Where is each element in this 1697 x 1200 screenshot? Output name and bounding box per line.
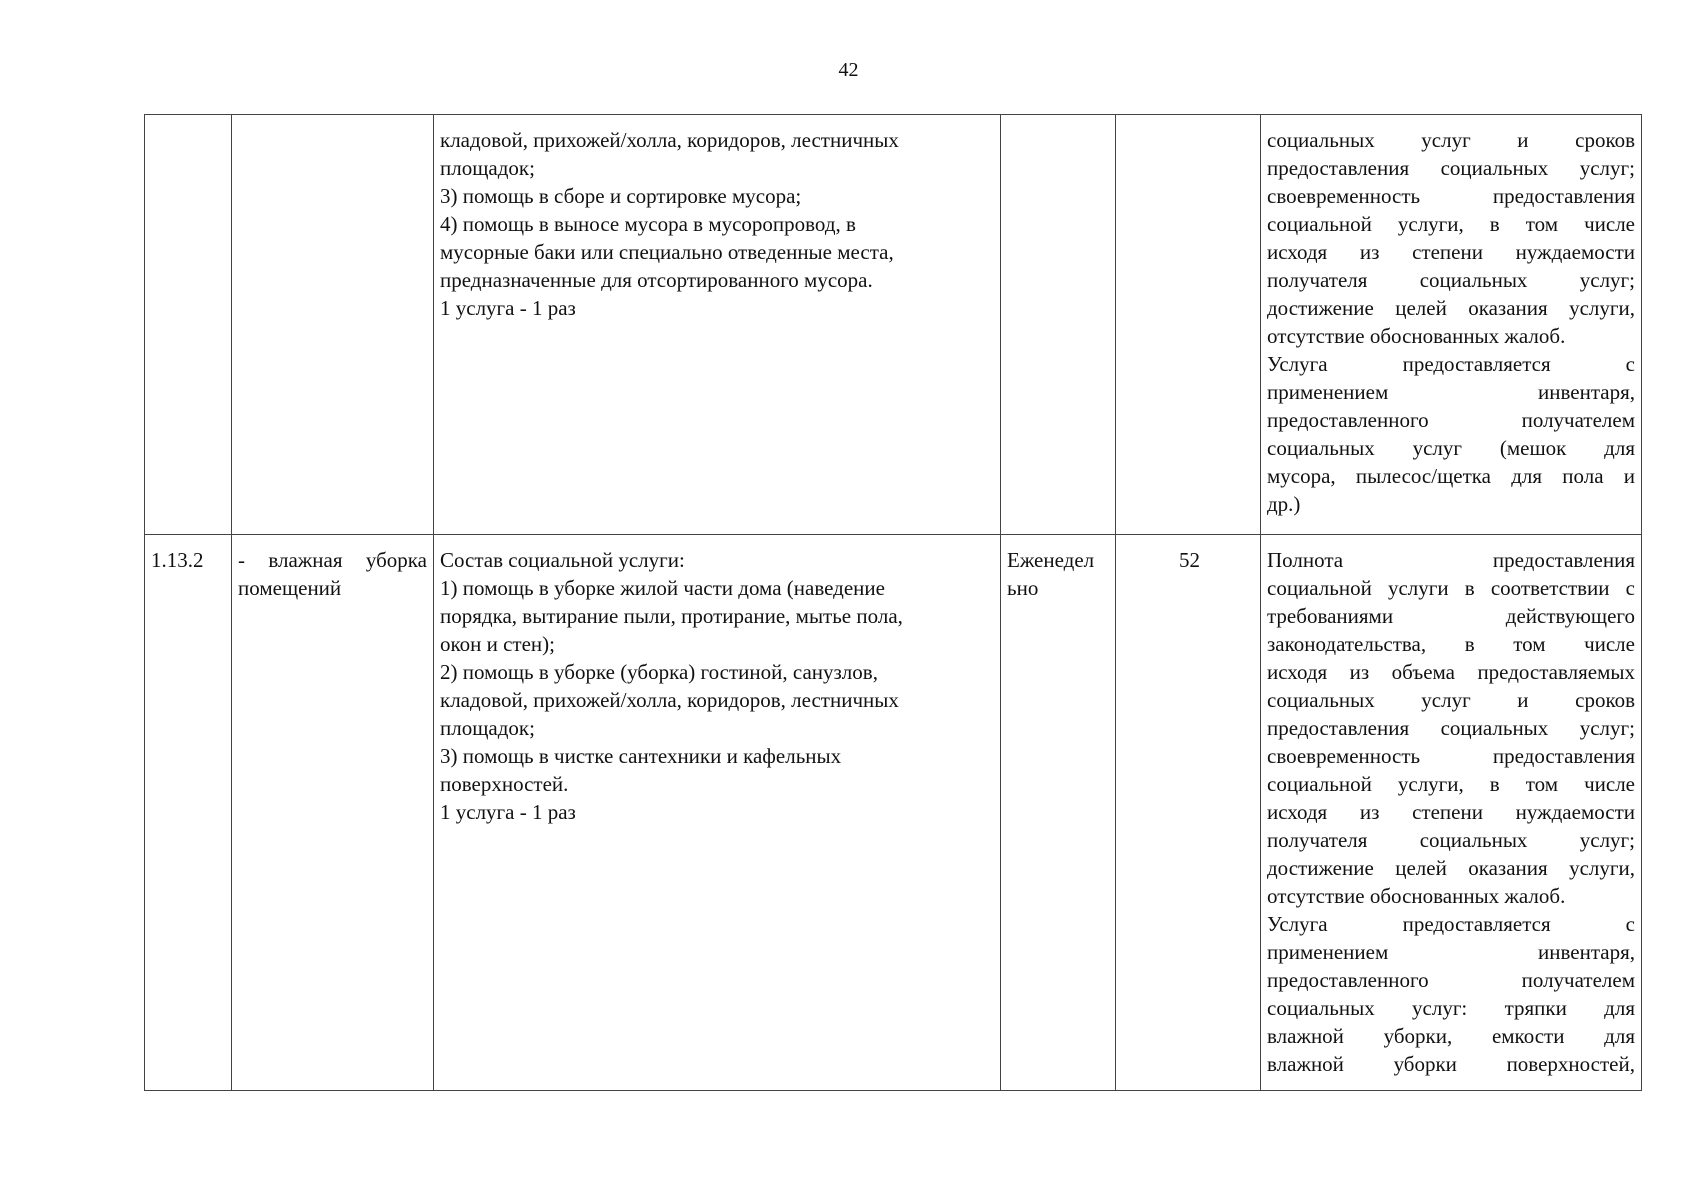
service-name-line: помещений: [238, 576, 342, 600]
service-content-line: площадок;: [440, 156, 535, 180]
service-name-line: - влажная уборка: [238, 548, 427, 572]
service-content: [434, 115, 1001, 535]
page-number: 42: [838, 59, 859, 81]
quality-criteria-line: достижение целей оказания услуги,: [1267, 856, 1635, 880]
service-content: [434, 535, 1001, 1091]
quality-criteria-line: предоставленного получателем: [1267, 408, 1635, 432]
services-table: [144, 114, 1642, 1091]
service-content-line: 4) помощь в выносе мусора в мусоропровод, в: [440, 212, 856, 236]
quality-criteria-line: своевременность предоставления: [1267, 184, 1635, 208]
quality-criteria-line: исходя из степени нуждаемости: [1267, 800, 1635, 824]
quality-criteria-line: достижение целей оказания услуги,: [1267, 296, 1635, 320]
service-quantity: [1116, 115, 1261, 535]
table-row: [145, 115, 1642, 535]
service-code: [145, 115, 232, 535]
quality-criteria-line: применением инвентаря,: [1267, 940, 1635, 964]
quality-criteria-line: социальных услуг и сроков: [1267, 688, 1635, 712]
quality-criteria-line: социальной услуги, в том числе: [1267, 212, 1635, 236]
quality-criteria-line: социальных услуг: тряпки для: [1267, 996, 1635, 1020]
quality-criteria-line: исходя из объема предоставляемых: [1267, 660, 1635, 684]
service-content-line: кладовой, прихожей/холла, коридоров, лестничных: [440, 688, 899, 712]
service-content-line: 2) помощь в уборке (уборка) гостиной, санузлов,: [440, 660, 878, 684]
service-content-line: 1) помощь в уборке жилой части дома (наведение: [440, 576, 885, 600]
service-content-line: мусорные баки или специально отведенные места,: [440, 240, 894, 264]
quality-criteria-line: получателя социальных услуг;: [1267, 828, 1635, 852]
service-content-line: предназначенные для отсортированного мусора.: [440, 268, 873, 292]
service-content-line: поверхностей.: [440, 772, 569, 796]
quality-criteria-line: социальной услуги в соответствии с: [1267, 576, 1635, 600]
quality-criteria: [1261, 115, 1642, 535]
quality-criteria-line: получателя социальных услуг;: [1267, 268, 1635, 292]
service-code: 1.13.2: [145, 535, 232, 1091]
service-name: [232, 115, 434, 535]
quality-criteria-line: исходя из степени нуждаемости: [1267, 240, 1635, 264]
service-content-line: площадок;: [440, 716, 535, 740]
service-content-line: 1 услуга - 1 раз: [440, 296, 576, 320]
service-frequency: [1001, 115, 1116, 535]
quality-criteria-line: влажной уборки поверхностей,: [1267, 1052, 1635, 1076]
quality-criteria-line: законодательства, в том числе: [1267, 632, 1635, 656]
quality-criteria-line: своевременность предоставления: [1267, 744, 1635, 768]
service-content-line: 1 услуга - 1 раз: [440, 800, 576, 824]
table-row: [145, 535, 1642, 1091]
quality-criteria-line: влажной уборки, емкости для: [1267, 1024, 1635, 1048]
quality-criteria-line: предоставленного получателем: [1267, 968, 1635, 992]
service-quantity: 52: [1116, 535, 1261, 1091]
service-content-line: кладовой, прихожей/холла, коридоров, лестничных: [440, 128, 899, 152]
quality-criteria-line: Услуга предоставляется с: [1267, 912, 1635, 936]
quality-criteria-line: др.): [1267, 492, 1301, 516]
service-content-line: порядка, вытирание пыли, протирание, мытье пола,: [440, 604, 903, 628]
quality-criteria-line: отсутствие обоснованных жалоб.: [1267, 324, 1566, 348]
quality-criteria-line: применением инвентаря,: [1267, 380, 1635, 404]
service-content-line: окон и стен);: [440, 632, 555, 656]
quality-criteria-line: социальной услуги, в том числе: [1267, 772, 1635, 796]
service-content-line: Состав социальной услуги:: [440, 548, 685, 572]
service-content-line: 3) помощь в чистке сантехники и кафельных: [440, 744, 842, 768]
quality-criteria: [1261, 535, 1642, 1091]
quality-criteria-line: предоставления социальных услуг;: [1267, 716, 1635, 740]
quality-criteria-line: Полнота предоставления: [1267, 548, 1635, 572]
quality-criteria-line: мусора, пылесос/щетка для пола и: [1267, 464, 1635, 488]
service-frequency: [1001, 535, 1116, 1091]
quality-criteria-line: требованиями действующего: [1267, 604, 1635, 628]
service-frequency-line: Еженедел: [1007, 548, 1095, 572]
service-content-line: 3) помощь в сборе и сортировке мусора;: [440, 184, 802, 208]
service-name: [232, 535, 434, 1091]
service-frequency-line: ьно: [1007, 576, 1039, 600]
quality-criteria-line: социальных услуг (мешок для: [1267, 436, 1635, 460]
quality-criteria-line: отсутствие обоснованных жалоб.: [1267, 884, 1566, 908]
quality-criteria-line: предоставления социальных услуг;: [1267, 156, 1635, 180]
quality-criteria-line: Услуга предоставляется с: [1267, 352, 1635, 376]
quality-criteria-line: социальных услуг и сроков: [1267, 128, 1635, 152]
